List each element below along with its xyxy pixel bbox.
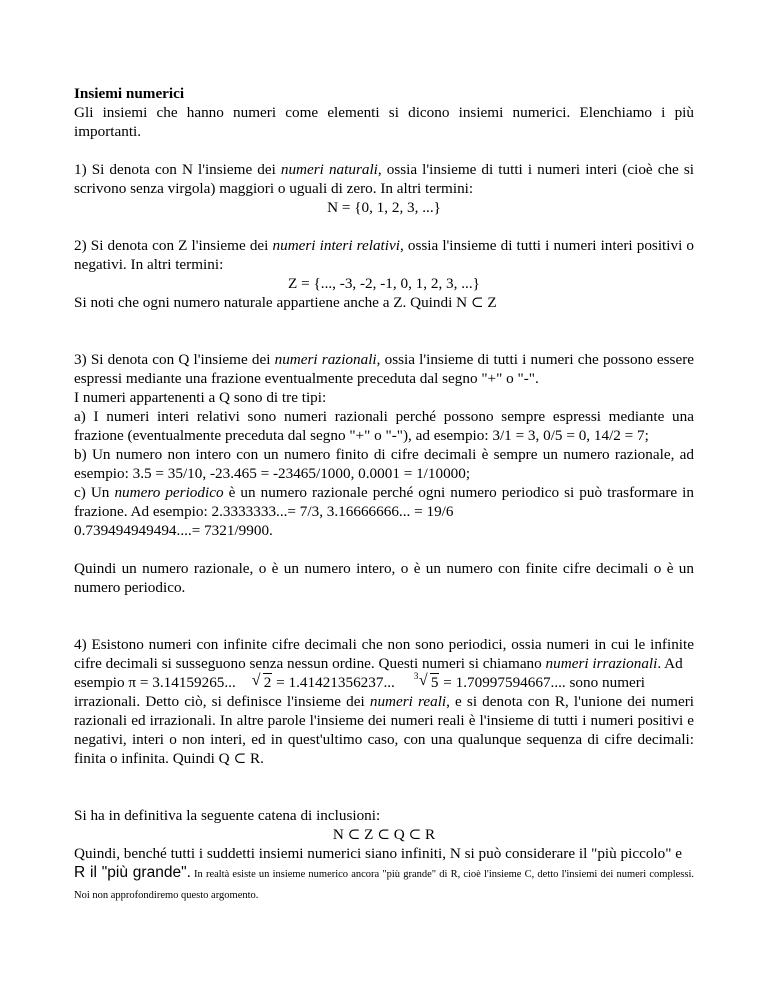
section-3-conclusion: Quindi un numero razionale, o è un numero intero, o è un numero con finite cifre decimali o è un numero periodico.	[74, 560, 694, 596]
section-1-paragraph: 1) Si denota con N l'insieme dei numeri naturali, ossia l'insieme di tutti i numeri interi (cioè che si scrivono senza virgola) maggiori o uguali di zero. In altri termini:	[74, 161, 694, 197]
final-intro: Si ha in definitiva la seguente catena di inclusioni:	[74, 807, 381, 824]
document-body	[74, 84, 694, 905]
final-paragraph: Quindi, benché tutti i suddetti insiemi numerici siano infiniti, N si può considerare il "più piccolo" e R il "più grande". In realtà esiste un insieme numerico ancora "più grande" di R, cioè l'insieme C, detto l'insiemi dei numeri complessi. Noi non approfondiremo questo argomento.	[74, 845, 694, 901]
formula-Z: Z = {..., -3, -2, -1, 0, 1, 2, 3, ...}	[288, 275, 480, 292]
term-natural-numbers: numeri naturali	[280, 161, 378, 178]
section-3-item-b: b) Un numero non intero con un numero finito di cifre decimali è sempre un numero razionale, ad esempio: 3.5 = 35/10, -23.465 = -23465/1000, 0.0001 = 1/10000;	[74, 446, 694, 482]
intro-paragraph: Gli insiemi che hanno numeri come elementi si dicono insiemi numerici. Elenchiamo i più importanti.	[74, 104, 694, 140]
term-irrational-numbers: numeri irrazionali	[545, 655, 658, 672]
cube-root-5-symbol: 3 √ 5	[413, 671, 439, 691]
section-2-paragraph: 2) Si denota con Z l'insieme dei numeri interi relativi, ossia l'insieme di tutti i numeri interi positivi o negativi. In altri termini:	[74, 237, 695, 273]
inclusion-chain: N ⊂ Z ⊂ Q ⊂ R	[332, 826, 436, 843]
largest-set-text: R il "più grande".	[74, 864, 191, 881]
term-rational-numbers: numeri razionali	[274, 351, 377, 368]
page-title: Insiemi numerici	[74, 85, 185, 102]
complex-numbers-note: In realtà esiste un insieme numerico ancora "più grande" di R, cioè l'insieme C, detto l'insiemi dei numeri complessi. Noi non approfondiremo questo argomento.	[74, 869, 694, 901]
term-real-numbers: numeri reali	[369, 693, 447, 710]
section-4-paragraph: 4) Esistono numeri con infinite cifre decimali che non sono periodici, ossia numeri in cui le infinite cifre decimali si susseguono senza nessun ordine. Questi numeri si chiamano numeri irrazionali. Ad esempio π = 3.14159265... √ 2 = 1.41421356237... 3 √ 5 = 1.70997594667.... sono numeri irrazionali. Detto ciò, si definisce l'insieme dei numeri reali, e si denota con R, l'unione dei numeri razionali ed irrazionali. In altre parole l'insieme dei numeri reali è l'insieme di tutti i numeri positivi e negativi, interi o non interi, ed in quest'ultimo caso, con una qualunque sequenza di cifre decimali: finita o infinita. Quindi Q ⊂ R.	[74, 636, 694, 767]
term-periodic-number: numero periodico	[114, 484, 224, 501]
cube-root-5-value: = 1.70997594667.... sono numeri	[439, 674, 646, 691]
section-2-note: Si noti che ogni numero naturale appartiene anche a Z. Quindi N ⊂ Z	[74, 294, 497, 311]
sqrt-2-symbol: √ 2	[251, 672, 272, 691]
section-3-item-a: a) I numeri interi relativi sono numeri razionali perché possono sempre espressi mediante una frazione (eventualmente preceduta dal segno "+" o "-"), ad esempio: 3/1 = 3, 0/5 = 0, 14/2 = 7;	[74, 408, 694, 444]
section-3-item-c: c) Un numero periodico è un numero razionale perché ogni numero periodico si può trasformare in frazione. Ad esempio: 2.3333333...= 7/3, 3.16666666... = 19/6	[74, 484, 694, 520]
pi-example: esempio π = 3.14159265...	[74, 674, 236, 691]
section-3-types-line: I numeri appartenenti a Q sono di tre tipi:	[74, 389, 327, 406]
section-3-item-c-example: 0.739494949494....= 7321/9900.	[74, 522, 273, 539]
sqrt-2-value: = 1.41421356237...	[272, 674, 395, 691]
term-integers: numeri interi relativi	[272, 237, 400, 254]
section-3-paragraph: 3) Si denota con Q l'insieme dei numeri razionali, ossia l'insieme di tutti i numeri che possono essere espressi mediante una frazione eventualmente preceduta dal segno "+" o "-".	[74, 351, 694, 387]
formula-N: N = {0, 1, 2, 3, ...}	[327, 199, 441, 216]
